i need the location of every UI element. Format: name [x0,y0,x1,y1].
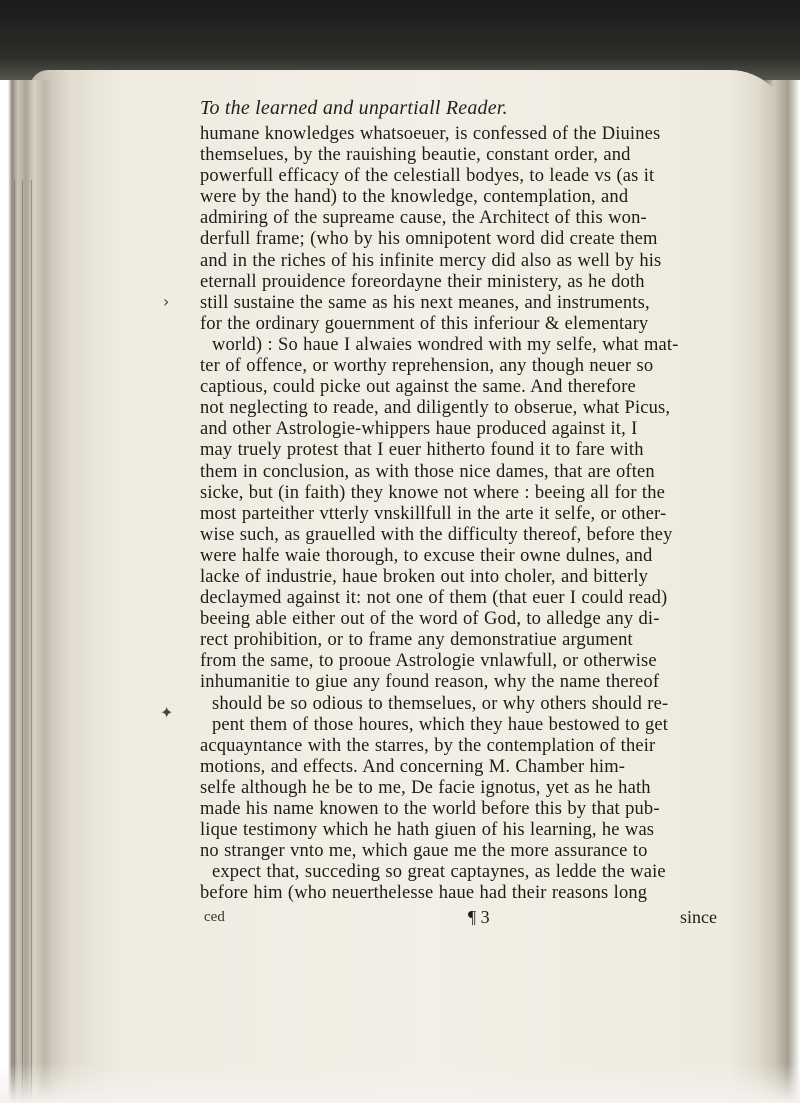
text-line: may truely protest that I euer hitherto found it to fare with [200,440,644,461]
running-head: To the learned and unpartiall Reader. [200,97,508,119]
text-line: themselues, by the rauishing beautie, constant order, and [200,145,631,166]
text-line: powerfull efficacy of the celestiall bodyes, to leade vs (as it [200,166,655,187]
text-line: for the ordinary gouernment of this inferiour & elementary [200,313,649,334]
text-line: made his name knowen to the world before this by that pub- [200,799,660,819]
text-line: sicke, but (in faith) they knowe not where : beeing all for the [200,482,665,503]
scan-bottom-edge [0,1063,800,1103]
text-line: lacke of industrie, haue broken out into choler, and bitterly [200,566,649,587]
text-line: pent them of those houres, which they haue bestowed to get [212,714,669,735]
text-line: from the same, to prooue Astrologie vnlawfull, or otherwise [200,651,657,672]
text-line: admiring of the supreame cause, the Architect of this won- [200,208,647,229]
text-line: eternall prouidence foreordayne their ministery, as he doth [200,271,645,292]
margin-ink-mark: › [163,292,170,311]
text-line: still sustaine the same as his next meanes, and instruments, [200,292,650,313]
text-line: lique testimony which he hath giuen of his learning, he was [200,820,655,841]
text-line: them in conclusion, as with those nice dames, that are often [200,461,655,482]
text-line: humane knowledges whatsoeuer, is confessed of the Diuines [200,124,661,144]
margin-ink-mark: ✦ [160,703,174,722]
text-line: and other Astrologie-whippers haue produced against it, I [200,419,638,440]
text-line: expect that, succeding so great captaynes, as ledde the waie [212,862,666,883]
text-line: derfull frame; (who by his omnipotent word did create them [200,229,658,250]
text-line: were by the hand) to the knowledge, contemplation, and [200,187,629,208]
gutter-line [22,180,23,1103]
text-line: no stranger vnto me, which gaue me the more assurance to [200,841,648,862]
page-curl-edge [760,80,800,1103]
footer-ink-mark: ced [204,909,225,926]
binding-gutter [0,80,52,1103]
catchword: since [680,907,717,928]
text-line: inhumanitie to giue any found reason, why the name thereof [200,672,660,693]
text-line: should be so odious to themselues, or why others should re- [212,693,669,714]
text-line: declaymed against it: not one of them (that euer I could read) [200,588,668,609]
text-line: motions, and effects. And concerning M. Chamber him- [200,756,626,777]
text-line: most parteither vtterly vnskillfull in the arte it selfe, or other- [200,503,667,524]
text-line: were halfe waie thorough, to excuse their owne dulnes, and [200,545,653,566]
text-line: ter of offence, or worthy reprehension, any though neuer so [200,356,654,377]
signature-mark: ¶ 3 [468,907,490,928]
text-line: acquayntance with the starres, by the contemplation of their [200,735,656,756]
text-line: and in the riches of his infinite mercy did also as well by his [200,250,662,271]
text-line: wise such, as grauelled with the difficulty thereof, before they [200,524,673,545]
text-block [200,96,740,928]
text-line: beeing able either out of the word of God, to alledge any di- [200,609,660,630]
text-line: selfe although he be to me, De facie ignotus, yet as he hath [200,777,651,798]
text-line: rect prohibition, or to frame any demonstratiue argument [200,630,633,651]
page-footer [200,906,740,928]
gutter-line [31,180,32,1103]
gutter-line [14,180,15,1103]
text-line: world) : So haue I alwaies wondred with my selfe, what mat- [212,334,679,355]
text-line: captious, could picke out against the same. And therefore [200,377,636,398]
text-line: not neglecting to reade, and diligently to obserue, what Picus, [200,398,671,419]
text-line: before him (who neuerthelesse haue had their reasons long [200,883,648,904]
